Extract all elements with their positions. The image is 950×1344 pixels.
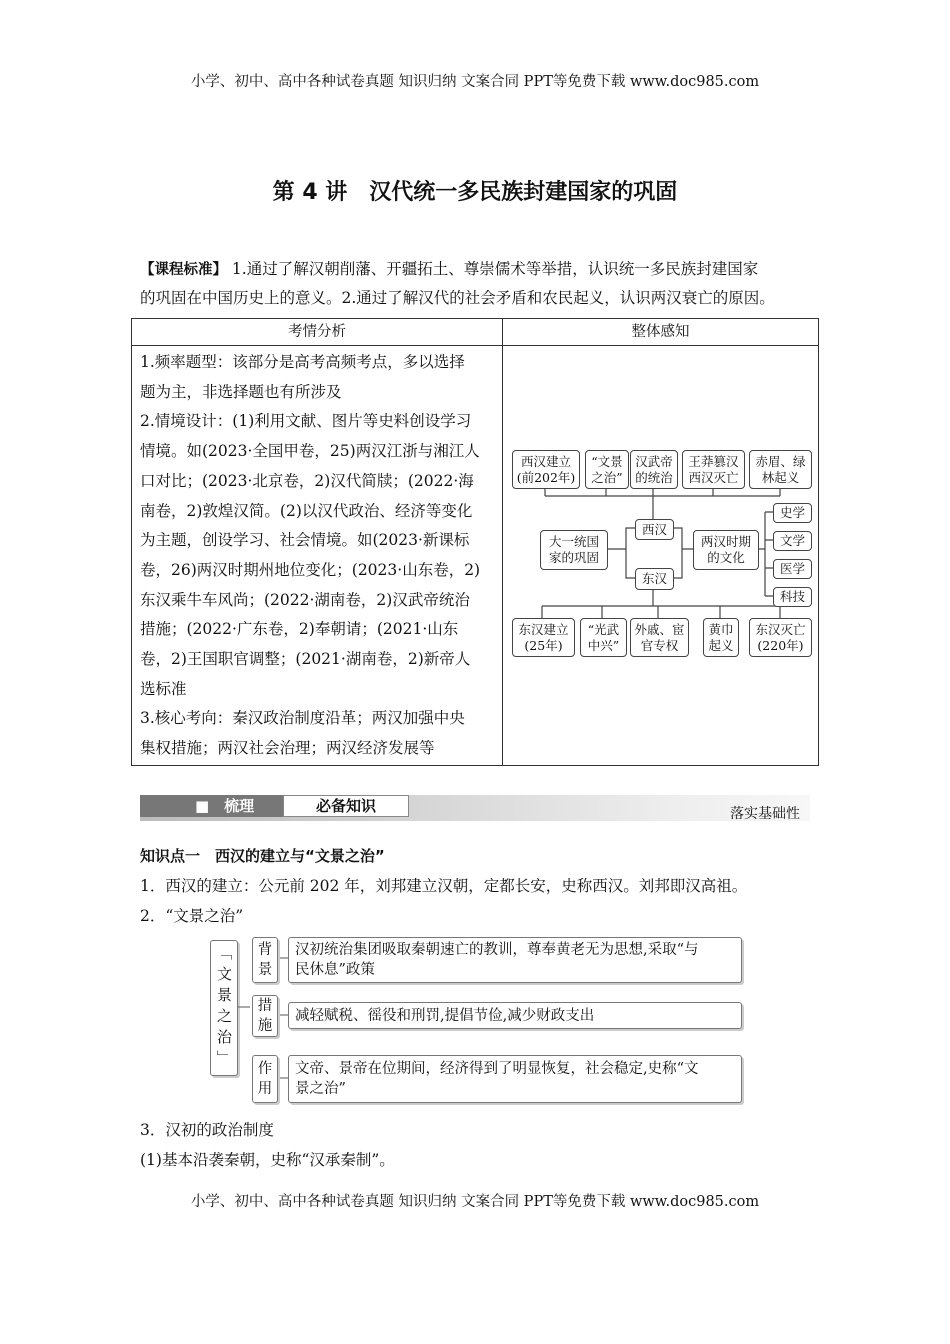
- wenjing-value-box: 汉初统治集团吸取秦朝速亡的教训，尊奉黄老无为思想,采取“与 民休息”政策: [288, 937, 742, 983]
- table-header-analysis: 考情分析: [132, 319, 503, 346]
- map-top-box: 汉武帝 的统治: [630, 450, 678, 489]
- map-xihan-box: 西汉: [635, 519, 674, 540]
- map-culture-box: 科技: [773, 587, 812, 607]
- page-title: 第 4 讲 汉代统一多民族封建国家的巩固: [272, 180, 678, 205]
- paragraph-1: 1．西汉的建立：公元前 202 年，刘邦建立汉朝，定都长安，史称西汉。刘邦即汉高祖。: [140, 877, 748, 895]
- analysis-line: 3.核心考向：秦汉政治制度沿革；两汉加强中央: [140, 709, 465, 728]
- map-center-right-box: 两汉时期 的文化: [693, 530, 759, 570]
- banner-right: 落实基础性: [730, 806, 800, 822]
- map-bottom-box: 东汉建立 (25年): [512, 618, 575, 657]
- analysis-line: 2.情境设计：(1)利用文献、图片等史料创设学习: [140, 412, 472, 431]
- analysis-line: 措施；(2022·广东卷，2)奉朝请；(2021·山东: [140, 620, 459, 639]
- map-top-box: 王莽篡汉 西汉灭亡: [682, 450, 745, 489]
- analysis-line: 集权措施；两汉社会治理；两汉经济发展等: [140, 739, 435, 758]
- wenjing-key-box: 作 用: [252, 1055, 278, 1103]
- table-header-overview: 整体感知: [503, 319, 819, 346]
- banner-label: 必备知识: [283, 795, 409, 817]
- paragraph-4: (1)基本沿袭秦朝，史称“汉承秦制”。: [140, 1151, 395, 1169]
- page-footer: 小学、初中、高中各种试卷真题 知识归纳 文案合同 PPT等免费下载 www.doc985.com: [190, 1194, 760, 1210]
- map-culture-box: 史学: [773, 503, 812, 523]
- paragraph-3: 3．汉初的政治制度: [140, 1121, 274, 1139]
- map-culture-box: 文学: [773, 531, 812, 551]
- map-top-box: 西汉建立 (前202年): [512, 450, 580, 489]
- map-bottom-box: 黄巾 起义: [703, 618, 739, 657]
- map-bottom-box: 东汉灭亡 (220年): [749, 618, 812, 657]
- analysis-line: 选标准: [140, 679, 187, 698]
- analysis-line: 卷，26)两汉时期州地位变化；(2023·山东卷，2): [140, 560, 481, 579]
- map-bottom-box: “光武 中兴”: [580, 618, 627, 657]
- analysis-line: 南卷，2)敦煌汉简。(2)以汉代政治、经济等变化: [140, 501, 473, 520]
- knowledge-heading: 知识点一 西汉的建立与“文景之治”: [140, 847, 385, 865]
- map-top-box: “文景 之治”: [585, 450, 629, 489]
- analysis-line: 1.频率题型：该部分是高考高频考点，多以选择: [140, 353, 465, 371]
- map-donghan-box: 东汉: [635, 568, 674, 590]
- analysis-line: 东汉乘牛车风尚；(2022·湖南卷，2)汉武帝统治: [140, 590, 470, 609]
- map-center-left-box: 大一统国 家的巩固: [540, 530, 608, 570]
- map-top-box: 赤眉、绿 林起义: [749, 450, 812, 489]
- wenjing-value-box: 减轻赋税、徭役和刑罚,提倡节俭,减少财政支出: [288, 1002, 742, 1029]
- wenjing-value-box: 文帝、景帝在位期间，经济得到了明显恢复，社会稳定,史称“文 景之治”: [288, 1055, 742, 1103]
- course-standard-text: 1.通过了解汉朝削藩、开疆拓土、尊崇儒术等举措，认识统一多民族封建国家: [227, 260, 759, 278]
- course-standard-line2: 的巩固在中国历史上的意义。2.通过了解汉代的社会矛盾和农民起义，认识两汉衰亡的原因。: [140, 289, 775, 307]
- analysis-line: 为主题，创设学习、社会情境。如(2023·新课标: [140, 531, 470, 550]
- analysis-line: 题为主，非选择题也有所涉及: [140, 382, 342, 401]
- course-standard-label: 【课程标准】: [140, 262, 227, 278]
- analysis-line: 口对比；(2023·北京卷，2)汉代简牍；(2022·海: [140, 471, 474, 490]
- map-culture-box: 医学: [773, 559, 812, 579]
- analysis-line: 情境。如(2023·全国甲卷，25)两汉江浙与湘江人: [140, 442, 480, 461]
- page-header: 小学、初中、高中各种试卷真题 知识归纳 文案合同 PPT等免费下载 www.doc985.com: [190, 74, 760, 90]
- banner-tag-text: ■ 梳理: [195, 797, 255, 815]
- wenjing-root-text: 「文景之治」: [215, 945, 233, 1071]
- wenjing-key-box: 背 景: [252, 937, 278, 983]
- analysis-line: 卷，2)王国职官调整；(2021·湖南卷，2)新帝人: [140, 650, 471, 669]
- wenjing-key-box: 措 施: [252, 995, 278, 1037]
- paragraph-2: 2．“文景之治”: [140, 907, 244, 925]
- map-bottom-box: 外戚、宦 官专权: [630, 618, 689, 657]
